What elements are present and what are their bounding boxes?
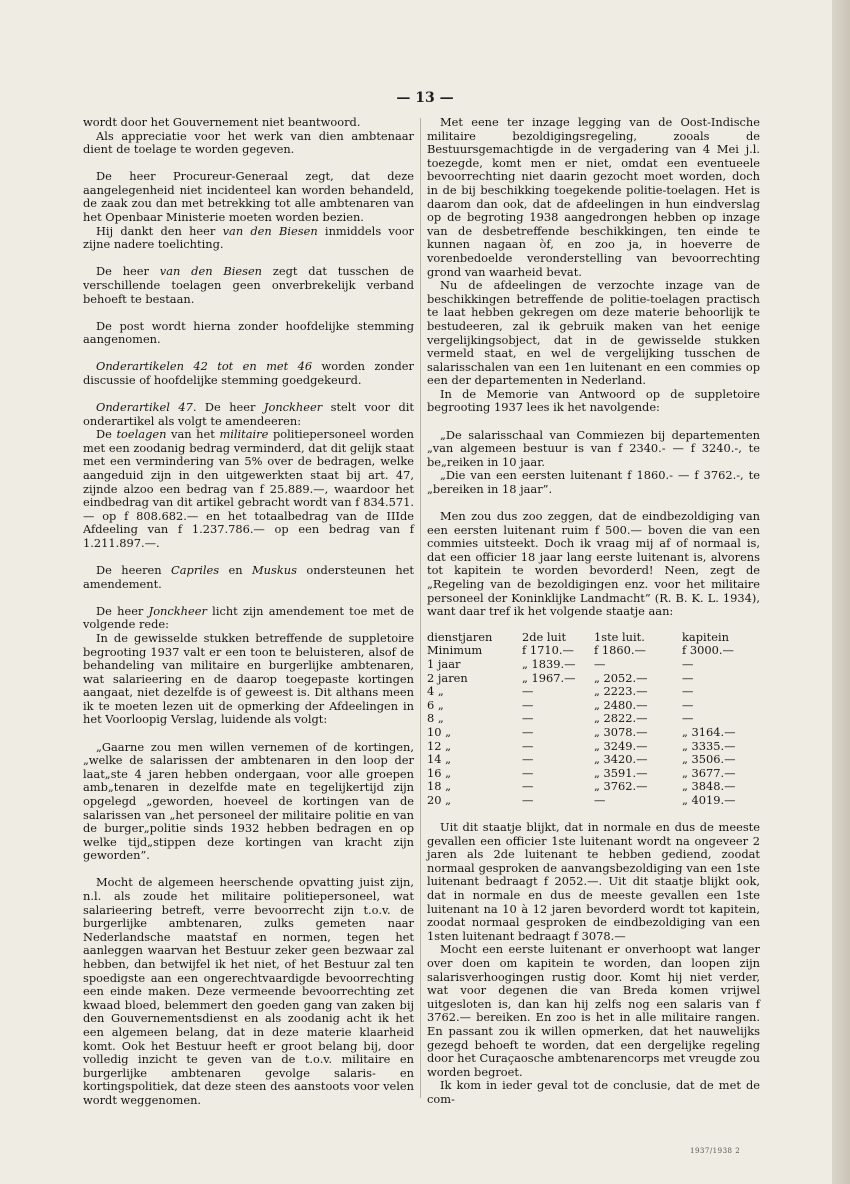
quotation: „Die van een eersten luitenant f 1860.- — f 3762.-, te „bereiken in 18 jaar”. (427, 468, 760, 496)
table-cell: — (594, 792, 606, 807)
table-cell: „ 2052.— (594, 670, 648, 685)
table-cell: „ 3506.— (682, 752, 736, 767)
table-header: 1ste luit. (594, 629, 645, 644)
table-cell: „ 3848.— (682, 779, 736, 794)
table-row (427, 780, 760, 794)
table-cell: „ 3078.— (594, 724, 648, 739)
table-cell: f 1860.— (594, 643, 646, 658)
table-row (427, 685, 760, 699)
table-row (427, 644, 760, 658)
table-row (427, 712, 760, 726)
column-divider (420, 118, 421, 1098)
table-cell: — (682, 656, 694, 671)
table-cell: — (522, 724, 534, 739)
table-cell: — (682, 684, 694, 699)
table-cell: — (522, 792, 534, 807)
paragraph: Uit dit staatje blijkt, dat in normale en dus de meeste gevallen een officier 1ste luitenant wordt na ongeveer 2 jaren als 2de luitenant te hebben gediend, zoodat normaal gesproken de aanvangsbezoldiging van een 1ste luitenant bedraagt f 2052.—. Uit dit staatje blijkt ook, dat in normale en dus de meeste gevallen een 1ste luitenant na 10 à 12 jaren bevorderd wordt tot kapitein, zoodat normaal gesproken de eindbezoldiging van een 1sten luitenant bedraagt f 3078.— (427, 820, 760, 943)
quotation: „De salarisschaal van Commiezen bij departementen „van algemeen bestuur is van f 2340.- — f 3240.-, te be„reiken in 10 jaar. (427, 427, 760, 469)
table-row (427, 658, 760, 672)
table-cell: „ 3591.— (594, 765, 648, 780)
quotation: „Gaarne zou men willen vernemen of de kortingen, „welke de salarissen der ambtenaren in den loop der laat„ste 4 jaren hebben ondergaan, voor alle groepen amb„tenaren in dezelfde mate en tegelijkertijd zijn opgelegd „geworden, hoeveel de kortingen van de salarissen van „het personeel der militaire politie en van de burger„politie sinds 1932 hebben bedragen en op welke tijd„stippen deze kortingen van kracht zijn geworden”. (83, 739, 414, 863)
page-number: — 13 — (396, 90, 454, 106)
table-header: 2de luit (522, 629, 567, 644)
table-row (427, 672, 760, 686)
table-cell: 8 „ (427, 711, 444, 726)
table-cell: 6 „ (427, 697, 444, 712)
paragraph: De heer Procureur-Generaal zegt, dat deze aangelegenheid niet incidenteel kan worden behandeld, de zaak zou dan met betrekking tot alle ambtenaren van het Openbaar Ministerie moeten worden bezien. (83, 169, 414, 225)
right-column (427, 116, 760, 1106)
table-cell: „ 3249.— (594, 738, 648, 753)
page-edge (832, 0, 850, 1184)
paragraph: In de Memorie van Antwoord op de suppletoire begrooting 1937 lees ik het navolgende: (427, 386, 760, 415)
table-cell: „ 4019.— (682, 792, 736, 807)
table-cell: 1 jaar (427, 656, 461, 671)
table-header: dienstjaren (427, 629, 493, 644)
table-cell: „ 3677.— (682, 765, 736, 780)
table-cell: „ 3762.— (594, 779, 648, 794)
paragraph: Met eene ter inzage legging van de Oost-Indische militaire bezoldigingsregeling, zooals de Bestuursgemachtigde in de vergadering van 4 Mei j.l. toezegde, komt men er niet, omdat een eventueele bevoorrechting niet daarin gezocht moet worden, doch in de bij beschikking toegekende politie-toelagen. Het is daarom dan ook, dat de afdeelingen in hun eindverslag op de begroting 1938 aangedrongen hebben op inzage van de desbetreffende beschikkingen, ten einde te kunnen nagaan òf, en zoo ja, in hoeverre de vorenbedoelde veronderstelling van bevoorrechting grond van waarheid bevat. (427, 115, 760, 279)
paragraph: Als appreciatie voor het werk van dien ambtenaar dient de toelage te worden gegeven. (83, 128, 414, 157)
table-cell: 2 jaren (427, 670, 468, 685)
table-cell: „ 1967.— (522, 670, 576, 685)
paragraph: De post wordt hierna zonder hoofdelijke stemming aangenomen. (83, 318, 414, 347)
table-row (427, 794, 760, 808)
paragraph: Nu de afdeelingen de verzochte inzage van de beschikkingen betreffende de politie-toelagen practisch te laat hebben gekregen om deze materie behoorlijk te bestudeeren, zal ik gebruik maken van het eenige vergelijkingsobject, dat in de gewisselde stukken vermeld staat, en wel de vergelijking tusschen de salarisschalen van een 1en luitenant en een commies op een der departementen in Nederland. (427, 278, 760, 388)
paragraph: De heer Jonckheer licht zijn amendement toe met de volgende rede: (83, 603, 414, 632)
table-row (427, 740, 760, 754)
paragraph: wordt door het Gouvernement niet beantwoord. (83, 115, 361, 129)
table-cell: — (682, 697, 694, 712)
table-cell: — (594, 656, 606, 671)
table-row (427, 753, 760, 767)
table-row (427, 726, 760, 740)
table-cell: „ 3164.— (682, 724, 736, 739)
table-cell: — (522, 697, 534, 712)
table-cell: — (522, 738, 534, 753)
paragraph: In de gewisselde stukken betreffende de suppletoire begrooting 1937 valt er een toon te beluisteren, alsof de behandeling van militaire en burgerlijke ambtenaren, wat salarieering en de daarop toegepaste kortingen aangaat, niet dezelfde is of geweest is. Dit althans meen ik te moeten lezen uit de opmerking der Afdeelingen in het Voorloopig Verslag, luidende als volgt: (83, 630, 414, 727)
left-column (83, 116, 414, 1108)
table-cell: 20 „ (427, 792, 452, 807)
paragraph: De heeren Capriles en Muskus ondersteunen het amendement. (83, 563, 414, 591)
table-cell: — (522, 684, 534, 699)
paragraph: De heer van den Biesen zegt dat tusschen de verschillende toelagen geen onverbrekelijk verband behoeft te bestaan. (83, 264, 414, 306)
table-cell: — (682, 670, 694, 685)
table-cell: — (522, 765, 534, 780)
footer-code: 1937/1938 2 (690, 1147, 741, 1155)
table-header-row (427, 631, 760, 645)
table-cell: „ 2480.— (594, 697, 648, 712)
paragraph: Hij dankt den heer van den Biesen inmiddels voor zijne nadere toelichting. (83, 223, 414, 252)
paragraph: Men zou dus zoo zeggen, dat de eindbezoldiging van een eersten luitenant ruim f 500.— boven die van een commies uitsteekt. Doch ik vraag mij af of normaal is, dat een officier 18 jaar lang eerste luitenant is, alvorens tot kapitein te worden bevorderd! Neen, zegt de „Regeling van de bezoldigingen enz. voor het militaire personeel der Koninklijke Landmacht” (R. B. K. L. 1934), want daar tref ik het volgende staatje aan: (427, 509, 760, 619)
table-cell: — (682, 711, 694, 726)
paragraph: Mocht een eerste luitenant er onverhoopt wat langer over doen om kapitein te worden, dan loopen zijn salarisverhoogingen rustig door. Komt hij niet verder, wat voor degenen die van Breda komen vrijwel uitgesloten is, dan kan hij zelfs nog een salaris van f 3762.— bereiken. En zoo is het in alle militaire rangen. En passant zou ik willen opmerken, dat het nauwelijks gezegd behoeft te worden, dat een dergelijke regeling door het Curaçaosche ambtenarencorps met vreugde zou worden begroet. (427, 942, 760, 1079)
paragraph: Onderartikel 47. De heer Jonckheer stelt voor dit onderartikel als volgt te amendeeren: (83, 400, 414, 428)
paragraph: Ik kom in ieder geval tot de conclusie, dat de met de com- (427, 1078, 760, 1106)
table-row (427, 699, 760, 713)
amendment-text: De toelagen van het militaire politiepersoneel worden met een zoodanig bedrag verminderd, dat dit gelijk staat met een vermindering van 5% over de bedragen, welke aangeduid zijn in den uitgewerkten staat bij art. 47, zijnde alzoo een bedrag van f 25.889.—, waardoor het eindbedrag van dit artikel gebracht wordt van f 834.571.— op f 808.682.— en het totaalbedrag van de IIIde Afdeeling van f 1.237.786.— op een bedrag van f 1.211.897.—. (83, 427, 415, 550)
table-cell: „ 3420.— (594, 752, 648, 767)
table-cell: 12 „ (427, 738, 452, 753)
table-cell: 10 „ (427, 724, 452, 739)
table-cell: „ 2223.— (594, 684, 648, 699)
salary-table (427, 631, 760, 808)
table-cell: Minimum (427, 643, 483, 658)
table-cell: — (522, 752, 534, 767)
table-row (427, 767, 760, 781)
table-cell: — (522, 711, 534, 726)
table-cell: 16 „ (427, 765, 452, 780)
table-cell: 14 „ (427, 752, 452, 767)
table-cell: f 3000.— (682, 643, 734, 658)
table-cell: „ 3335.— (682, 738, 736, 753)
paragraph: Mocht de algemeen heerschende opvatting juist zijn, n.l. als zoude het militaire politiepersoneel, wat salarieering betreft, verre bevoorrecht zijn t.o.v. de burgerlijke ambtenaren, zulks gemeten naar Nederlandsche maatstaf en normen, tegen het aanleggen waarvan het Bestuur zeker geen bezwaar zal hebben, dan betwijfel ik het niet, of het Bestuur zal ten spoedigste aan een ongerechtvaardigde bevoorrechting een einde maken. Deze vermeende bevoorrechting zet kwaad bloed, belemmert den goeden gang van zaken bij den Gouvernementsdienst en als zoodanig acht ik het een algemeen belang, dat in deze materie klaarheid komt. Ook het Bestuur heeft er groot belang bij, door volledig inzicht te geven van de t.o.v. militaire en burgerlijke ambtenaren gevolge salaris- en kortingspolitiek, dat deze steen des aanstoots voor velen wordt weggenomen. (83, 875, 414, 1107)
table-header: kapitein (682, 629, 729, 644)
paragraph: Onderartikelen 42 tot en met 46 worden zonder discussie of hoofdelijke stemming goedgekeurd. (83, 359, 414, 387)
table-cell: „ 1839.— (522, 656, 576, 671)
table-cell: — (522, 779, 534, 794)
table-cell: f 1710.— (522, 643, 574, 658)
table-cell: 18 „ (427, 779, 452, 794)
table-cell: „ 2822.— (594, 711, 648, 726)
table-cell: 4 „ (427, 684, 444, 699)
